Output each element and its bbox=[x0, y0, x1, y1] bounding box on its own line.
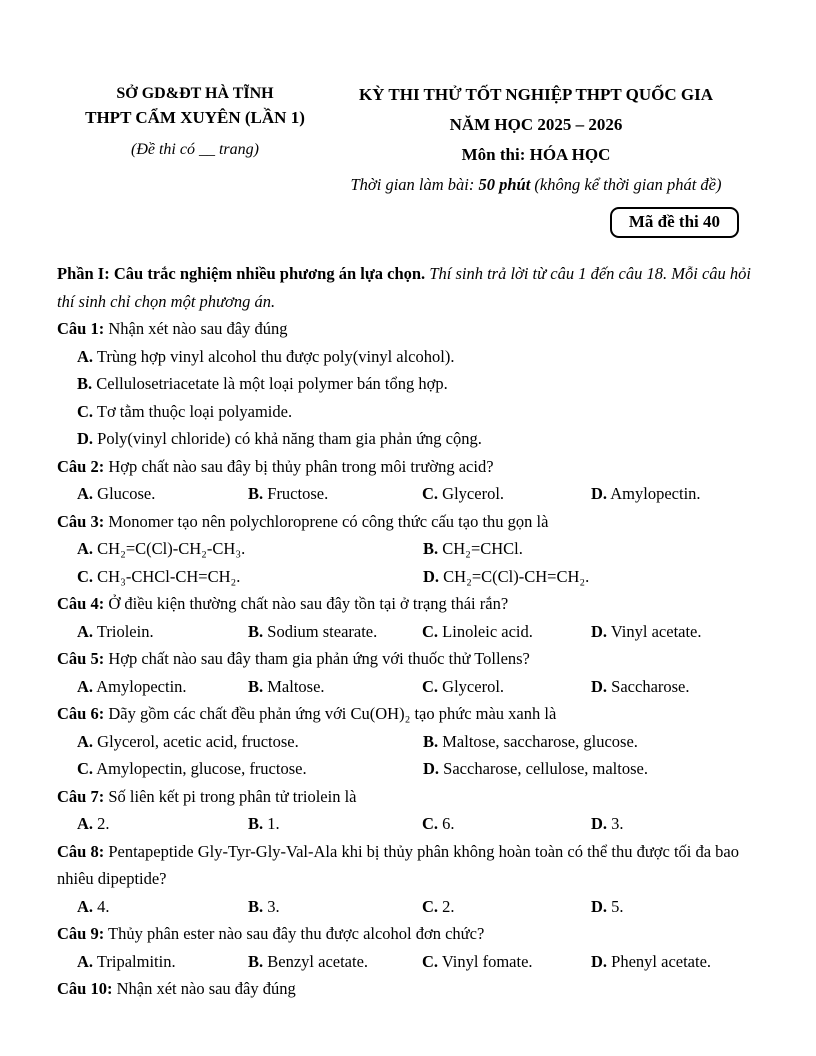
option-a: A. Tripalmitin. bbox=[77, 951, 176, 971]
option-c: C. Glycerol. bbox=[422, 676, 505, 696]
option-d: D. 5. bbox=[591, 896, 624, 916]
option-b: B. Maltose. bbox=[248, 676, 325, 696]
option-c: C. 2. bbox=[422, 896, 455, 916]
question-line bbox=[57, 920, 759, 948]
option-b: B. Fructose. bbox=[248, 484, 329, 503]
part1-heading bbox=[57, 260, 759, 315]
question-line bbox=[57, 590, 759, 618]
question-number: Câu 5: bbox=[57, 649, 105, 668]
exam-title-block bbox=[333, 80, 759, 238]
option-d: D. Amylopectin. bbox=[591, 484, 701, 503]
question-block bbox=[57, 645, 759, 700]
option-a: A. Glucose. bbox=[77, 484, 156, 503]
question-text: Monomer tạo nên polychloroprene có công thức cấu tạo thu gọn là bbox=[104, 511, 549, 531]
question-block bbox=[57, 920, 759, 975]
option-a: A. 2. bbox=[77, 814, 110, 833]
exam-code-box: Mã đề thi 40 bbox=[610, 207, 739, 238]
question-options bbox=[57, 948, 759, 976]
question-number: Câu 9: bbox=[57, 924, 105, 943]
exam-title: KỲ THI THỬ TỐT NGHIỆP THPT QUỐC GIA bbox=[358, 85, 714, 104]
question-options bbox=[57, 480, 759, 508]
question-options bbox=[57, 535, 759, 590]
question-options bbox=[57, 618, 759, 646]
question-line bbox=[57, 315, 759, 343]
question-line bbox=[57, 700, 759, 728]
option-c: C. Tơ tằm thuộc loại polyamide. bbox=[77, 401, 293, 421]
question-text: Hợp chất nào sau đây tham gia phản ứng với thuốc thử Tollens? bbox=[104, 649, 530, 668]
department-name: SỞ GD&ĐT HÀ TĨNH bbox=[116, 85, 274, 102]
question-block bbox=[57, 508, 759, 591]
question-block bbox=[57, 453, 759, 508]
option-b: B. Benzyl acetate. bbox=[248, 951, 369, 971]
question-options bbox=[57, 673, 759, 701]
option-d: D. Vinyl acetate. bbox=[591, 621, 702, 641]
question-text: Ở điều kiện thường chất nào sau đây tồn tại ở trạng thái rắn? bbox=[104, 594, 509, 613]
option-b: B. 1. bbox=[248, 814, 280, 833]
question-text: Hợp chất nào sau đây bị thủy phân trong môi trường acid? bbox=[104, 456, 494, 476]
option-b: B. Maltose, saccharose, glucose. bbox=[423, 731, 638, 751]
option-b: B. 3. bbox=[248, 896, 280, 916]
option-b: B. Cellulosetriacetate là một loại polymer bán tổng hợp. bbox=[77, 374, 448, 393]
option-d: D. Saccharose. bbox=[591, 676, 690, 696]
questions bbox=[57, 315, 759, 1003]
question-text: Pentapeptide Gly-Tyr-Gly-Val-Ala khi bị thủy phân không hoàn toàn có thể thu được tối đa bao nhiêu dipeptide? bbox=[57, 841, 740, 888]
school-year: NĂM HỌC 2025 – 2026 bbox=[449, 115, 623, 134]
question-options bbox=[57, 728, 759, 783]
question-number: Câu 6: bbox=[57, 704, 105, 723]
part1-heading-italic: Thí sinh trả lời từ câu 1 đến câu 18. Mỗi câu hỏi thí sinh chỉ chọn một phương án. bbox=[57, 264, 751, 311]
option-c: C. 6. bbox=[422, 814, 455, 833]
question-number: Câu 7: bbox=[57, 786, 105, 806]
option-a: A. 4. bbox=[77, 896, 110, 916]
option-d: D. CH₂=C(Cl)-CH=CH₂. bbox=[423, 566, 590, 586]
exam-body bbox=[57, 260, 759, 1003]
question-text: Nhận xét nào sau đây đúng bbox=[104, 319, 288, 338]
question-block bbox=[57, 590, 759, 645]
question-line bbox=[57, 645, 759, 673]
question-number: Câu 10: bbox=[57, 979, 113, 998]
option-a: A. CH₂=C(Cl)-CH₂-CH₃. bbox=[77, 539, 246, 558]
exam-code-row bbox=[333, 207, 739, 238]
option-a: A. Triolein. bbox=[77, 621, 154, 641]
question-block bbox=[57, 315, 759, 453]
question-number: Câu 8: bbox=[57, 841, 105, 861]
duration-suffix: (không kể thời gian phát đề) bbox=[530, 175, 722, 194]
question-number: Câu 1: bbox=[57, 319, 105, 338]
option-b: B. Sodium stearate. bbox=[248, 621, 378, 641]
question-text: Nhận xét nào sau đây đúng bbox=[112, 979, 296, 998]
option-c: C. Amylopectin, glucose, fructose. bbox=[77, 759, 307, 778]
option-d: D. Poly(vinyl chloride) có khả năng tham gia phản ứng cộng. bbox=[77, 429, 482, 448]
exam-header bbox=[57, 80, 759, 238]
option-d: D. Phenyl acetate. bbox=[591, 951, 712, 971]
question-line bbox=[57, 975, 759, 1003]
issuer-block bbox=[57, 80, 333, 238]
question-block bbox=[57, 700, 759, 783]
question-block bbox=[57, 975, 759, 1003]
option-a: A. Amylopectin. bbox=[77, 676, 187, 696]
question-line bbox=[57, 838, 759, 893]
duration-line bbox=[333, 170, 739, 199]
question-number: Câu 2: bbox=[57, 456, 105, 476]
option-a: A. Glycerol, acetic acid, fructose. bbox=[77, 731, 299, 751]
question-options bbox=[57, 810, 759, 838]
option-c: C. Glycerol. bbox=[422, 484, 505, 503]
duration-prefix: Thời gian làm bài: bbox=[350, 175, 479, 194]
question-options bbox=[57, 893, 759, 921]
option-c: C. CH₃-CHCl-CH=CH₂. bbox=[77, 566, 241, 586]
option-c: C. Vinyl fomate. bbox=[422, 951, 533, 971]
question-block bbox=[57, 838, 759, 921]
question-line bbox=[57, 508, 759, 536]
option-d: D. 3. bbox=[591, 814, 624, 833]
pages-note: (Đề thi có __ trang) bbox=[131, 141, 259, 158]
question-options bbox=[57, 343, 759, 453]
question-text: Thủy phân ester nào sau đây thu được alcohol đơn chức? bbox=[104, 924, 485, 943]
question-number: Câu 3: bbox=[57, 511, 105, 531]
option-a: A. Trùng hợp vinyl alcohol thu được poly(vinyl alcohol). bbox=[77, 346, 455, 366]
part1-heading-bold: Phần I: Câu trắc nghiệm nhiều phương án lựa chọn. bbox=[57, 264, 426, 283]
question-block bbox=[57, 783, 759, 838]
question-text: Số liên kết pi trong phân tử triolein là bbox=[104, 786, 357, 806]
duration-value: 50 phút bbox=[478, 175, 531, 194]
question-text: Dãy gồm các chất đều phản ứng với Cu(OH)₂ tạo phức màu xanh là bbox=[104, 704, 557, 723]
option-d: D. Saccharose, cellulose, maltose. bbox=[423, 759, 648, 778]
question-line bbox=[57, 453, 759, 481]
question-line bbox=[57, 783, 759, 811]
question-number: Câu 4: bbox=[57, 594, 105, 613]
option-c: C. Linoleic acid. bbox=[422, 621, 533, 641]
subject-line: Môn thi: HÓA HỌC bbox=[461, 145, 611, 164]
school-name: THPT CẨM XUYÊN (LẦN 1) bbox=[85, 108, 305, 127]
option-b: B. CH₂=CHCl. bbox=[423, 539, 523, 558]
